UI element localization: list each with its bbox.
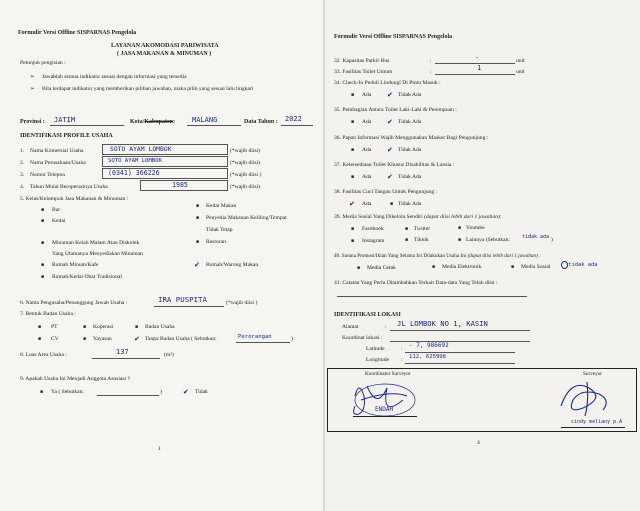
longitude-colon: :: [401, 357, 403, 363]
bullet-icon: ■: [351, 120, 355, 125]
bullet-icon: ■: [41, 208, 45, 213]
bullet-icon: ■: [196, 204, 200, 209]
form-header: Formulir Versi Offline SISPARNAS Pengelola: [334, 34, 453, 40]
q32-label: 32. Kapasitas Parkir Bus: [334, 58, 390, 64]
alamat-label: Alamat: [342, 324, 359, 330]
form-title: LAYANAN AKOMODASI PARIWISATA: [111, 43, 219, 49]
q40-tidak-value[interactable]: tidak ada: [561, 261, 597, 269]
check-icon: ✔: [183, 388, 189, 396]
q39-youtube[interactable]: Youtube: [466, 225, 485, 231]
option-kelab-malam[interactable]: Minuman Kelab Malam Atau Diskotek: [52, 240, 140, 246]
surveyor-name: cindy meliany p.A: [571, 419, 623, 425]
latitude-label: Latitude: [366, 346, 385, 352]
q39-twitter[interactable]: Twitter: [414, 226, 431, 232]
bullet-icon: ■: [351, 175, 355, 180]
q39-label: 39. Media Sosial Yang Dikelola Sendiri (dapat diisi lebih dari 1 jawaban):: [334, 214, 502, 220]
bullet-icon: ■: [357, 266, 361, 271]
bullet-icon: ■: [196, 216, 200, 221]
q38-ada[interactable]: Ada: [362, 201, 372, 207]
latitude-colon: :: [401, 346, 403, 352]
q40-elektronik[interactable]: Media Elektronik: [442, 264, 482, 270]
q36-ada[interactable]: Ada: [362, 147, 372, 153]
bullet-icon: ■: [405, 227, 409, 232]
q35-ada[interactable]: Ada: [362, 119, 372, 125]
q39-instagram[interactable]: Instagram: [362, 238, 385, 244]
field-1-value[interactable]: SOTO AYAM LOMBOK: [110, 145, 172, 153]
page-number: 1: [158, 446, 161, 452]
arrow-icon: ➢: [30, 86, 35, 92]
q39-lainnya-value[interactable]: tidak ada: [522, 234, 550, 240]
q32-unit: unit: [516, 58, 525, 64]
bullet-icon: ■: [135, 325, 139, 330]
q7-tanpa-value[interactable]: Perorangan: [238, 334, 272, 340]
field-3-req: (*wajib diisi ): [230, 172, 262, 178]
bullet-icon: ■: [83, 325, 87, 330]
q40-label: 40. Sarana Promosi/Iklan Yang Selama Ini Dilakukan Usaha Ini (dapat diisi lebih dari 1 jawaban) :: [334, 253, 541, 259]
bullet-icon: ■: [458, 238, 462, 243]
field-3-value[interactable]: (0341) 366226: [108, 169, 160, 177]
provinsi-line: [50, 125, 124, 126]
surveyor-label: Surveyor: [583, 371, 603, 377]
option-penyedia[interactable]: Penyedia Makanan Keliling/Tempat: [206, 215, 287, 221]
q33-label: 33. Fasilitas Toilet Umum: [334, 69, 393, 75]
bullet-icon: ■: [432, 265, 436, 270]
instruction-2: Bila terdapat indikator yang memberikan pilihan jawaban, maka pilih yang sesuai lalu lingkari: [42, 86, 254, 92]
check-icon: ✔: [387, 118, 393, 126]
bullet-icon: ■: [351, 239, 355, 244]
field-1-label: Nama Komersial Usaha: [30, 148, 84, 154]
q34-ada[interactable]: Ada: [362, 92, 372, 98]
arrow-icon: ➢: [30, 74, 35, 80]
alamat-colon: :: [385, 324, 387, 330]
q8-line: [92, 358, 160, 359]
q33-unit: unit: [516, 69, 525, 75]
q39-facebook[interactable]: Facebook: [362, 226, 384, 232]
field-2-req: (*wajib diisi): [230, 160, 260, 166]
field-2-label: Nama Perusahaan/Usaha: [30, 160, 86, 166]
longitude-value[interactable]: 112, 625998: [409, 354, 447, 360]
field-4-num: 4.: [20, 184, 25, 190]
form-page-4: [325, 0, 640, 511]
option-rumah-obat[interactable]: Rumah/Kedai Obat Tradisional: [52, 274, 122, 280]
q33-colon: :: [430, 69, 432, 75]
bullet-icon: ■: [38, 337, 42, 342]
provinsi-label: Provinsi :: [20, 119, 45, 125]
q41-label: 41. Catatan Yang Perlu Ditambahkan Terkait Data-data Yang Telah diisi :: [334, 280, 498, 286]
q39-close: ): [551, 237, 553, 243]
q7-close: ): [291, 336, 293, 342]
koordinator-name: ENDAH: [375, 406, 394, 413]
check-icon: ✔: [387, 173, 393, 181]
option-rumah-minum[interactable]: Rumah Minum/Kafe: [52, 262, 99, 268]
option-bar[interactable]: Bar: [52, 207, 61, 213]
instruction-1: Jawablah semua indikator sesuai dengan informasi yang tersedia: [42, 74, 187, 80]
tahun-label: Data Tahun :: [244, 119, 278, 125]
q36-label: 36. Papan Informasi Wajib Menggunakan Masker Bagi Pengunjung :: [334, 135, 489, 141]
bullet-icon: ■: [38, 325, 42, 330]
q38-tidak-ada[interactable]: Tidak Ada: [398, 201, 422, 207]
bullet-icon: ■: [41, 241, 45, 246]
section-lokasi-title: IDENTIFIKASI LOKASI: [334, 312, 401, 318]
q8-value[interactable]: 137: [116, 348, 129, 356]
page-number: 4: [477, 440, 480, 446]
option-penyedia-2: Tidak Tetap: [206, 227, 233, 233]
form-subtitle: ( JASA MAKANAN & MINUMAN ): [117, 51, 212, 57]
q39-lainnya[interactable]: Lainnya (Sebutkan:: [466, 237, 510, 243]
field-4-req: (*wajib diisi): [230, 184, 260, 190]
field-1-num: 1.: [20, 148, 25, 154]
kota-label: Kota/Kabupaten:: [130, 119, 176, 125]
q5-label: 5. Kelas/Kelompok Jasa Makanan & Minuman :: [20, 196, 129, 202]
q9-label: 9. Apakah Usaha Ini Menjadi Anggota Asosiasi ?: [20, 376, 130, 382]
bullet-icon: ■: [41, 275, 45, 280]
tahun-line: [281, 125, 313, 126]
option-kedai[interactable]: Kedai: [52, 218, 66, 224]
q39-tiktok[interactable]: Tiktok: [414, 237, 429, 243]
option-badan-usaha[interactable]: Badan Usaha: [145, 324, 175, 330]
q6-line: [154, 306, 224, 307]
q7-line: [236, 342, 290, 343]
option-ya[interactable]: Ya ( Sebutkan:: [51, 389, 84, 395]
option-rumah-warung[interactable]: Rumah/Warung Makan: [206, 262, 259, 268]
bullet-icon: ■: [351, 227, 355, 232]
alamat-value[interactable]: JL LOMBOK NO 1, KASIN: [397, 319, 488, 328]
field-3-label: Nomor Telepon: [30, 172, 66, 178]
section-profile-title: IDENTIFIKASI PROFILE USAHA: [20, 133, 113, 139]
bullet-icon: ■: [41, 263, 45, 268]
longitude-label: Longitude: [366, 357, 389, 363]
q8-label: 8. Luas Area Usaha :: [20, 352, 67, 358]
q41-line: [337, 296, 527, 297]
option-pt[interactable]: PT: [51, 324, 58, 330]
bullet-icon: ■: [83, 337, 87, 342]
option-yayasan[interactable]: Yayasan: [93, 336, 112, 342]
q35-label: 35. Pembagian Antara Toilet Laki-Laki & Perempuan :: [334, 107, 457, 113]
q34-label: 34. Check-In Peduli Lindungi Di Pintu Masuk :: [334, 80, 441, 86]
kota-line: [187, 125, 241, 126]
field-4-label: Tahun Mulai Beroperasinya Usaha: [30, 184, 108, 190]
field-1-req: (*wajib diisi): [230, 148, 260, 154]
q36-tidak-ada[interactable]: Tidak Ada: [398, 147, 422, 153]
q6-label: 6. Nama Pengusaha/Penanggung Jawab Usaha :: [20, 300, 128, 306]
koordinator-sign-line: [353, 416, 417, 417]
check-icon: ✔: [387, 146, 393, 154]
surveyor-sign-line: [561, 427, 625, 428]
latitude-value[interactable]: - 7, 986692: [409, 342, 449, 349]
q32-value[interactable]: -: [475, 54, 480, 62]
q33-value[interactable]: 1: [477, 64, 482, 72]
q9-line: [97, 395, 159, 396]
q38-label: 38. Fasilitas Cuci Tangan Untuk Pengunjung :: [334, 189, 438, 195]
check-icon: ✔: [387, 91, 393, 99]
tahun-value[interactable]: 2022: [285, 115, 302, 123]
surveyor-signature-icon: [551, 376, 629, 422]
option-kelab-malam-2: Yang Utamanya Menyediakan Minuman: [52, 251, 143, 257]
q33-line: [435, 74, 515, 75]
field-4-value[interactable]: 1985: [172, 181, 188, 189]
q37-ada[interactable]: Ada: [362, 174, 372, 180]
longitude-line: [405, 363, 515, 364]
koordinat-label: Koordinat lokasi :: [342, 335, 383, 341]
check-icon: ✔: [194, 261, 200, 269]
q34-tidak-ada[interactable]: Tidak Ada: [398, 92, 422, 98]
bullet-icon: ■: [458, 226, 462, 231]
check-icon: ✔: [349, 200, 355, 208]
q40-sosial[interactable]: Media Sosial: [521, 264, 551, 270]
bullet-icon: ■: [351, 148, 355, 153]
q7-label: 7. Bentuk Badan Usaha :: [20, 311, 76, 317]
q37-label: 37. Ketersediaan Toilet Khusus Disabilitas & Lansia :: [334, 162, 455, 168]
field-2-value[interactable]: SOTO AYAM LOMBOK: [108, 158, 162, 164]
koordinator-label: Koordinator Surveyor: [365, 371, 411, 377]
instructions-label: Petunjuk pengisian :: [20, 60, 66, 66]
provinsi-value[interactable]: JATIM: [54, 116, 76, 124]
alamat-line: [390, 330, 530, 331]
q40-cetak[interactable]: Media Cetak: [367, 265, 396, 271]
bullet-icon: ■: [40, 390, 44, 395]
q8-unit: (m²): [164, 352, 174, 358]
bullet-icon: ■: [405, 238, 409, 243]
check-icon: ✔: [134, 335, 140, 343]
field-3-num: 3.: [20, 172, 25, 178]
option-kedai-makan[interactable]: Kedai Makan: [206, 203, 237, 209]
q35-tidak-ada[interactable]: Tidak Ada: [398, 119, 422, 125]
bullet-icon: ■: [351, 93, 355, 98]
q9-close: ): [160, 389, 162, 395]
q6-req: (*wajib diisi ): [226, 300, 258, 306]
q6-value[interactable]: IRA PUSPITA: [158, 295, 207, 304]
q37-tidak-ada[interactable]: Tidak Ada: [398, 174, 422, 180]
q32-line: [435, 63, 515, 64]
field-2-num: 2.: [20, 160, 25, 166]
bullet-icon: ■: [511, 265, 515, 270]
q32-colon: :: [430, 58, 432, 64]
bullet-icon: ■: [41, 219, 45, 224]
bullet-icon: ■: [196, 240, 200, 245]
option-cv[interactable]: CV: [51, 336, 59, 342]
form-header: Formulir Versi Offline SISPARNAS Pengelola: [18, 30, 137, 36]
option-restoran[interactable]: Restoran: [206, 239, 226, 245]
bullet-icon: ■: [390, 202, 394, 207]
option-tidak[interactable]: Tidak: [195, 389, 208, 395]
option-koperasi[interactable]: Koperasi: [93, 324, 114, 330]
option-tanpa-badan[interactable]: Tanpa Badan Usaha ( Sebutkan:: [145, 336, 217, 342]
kota-value[interactable]: MALANG: [192, 116, 218, 124]
